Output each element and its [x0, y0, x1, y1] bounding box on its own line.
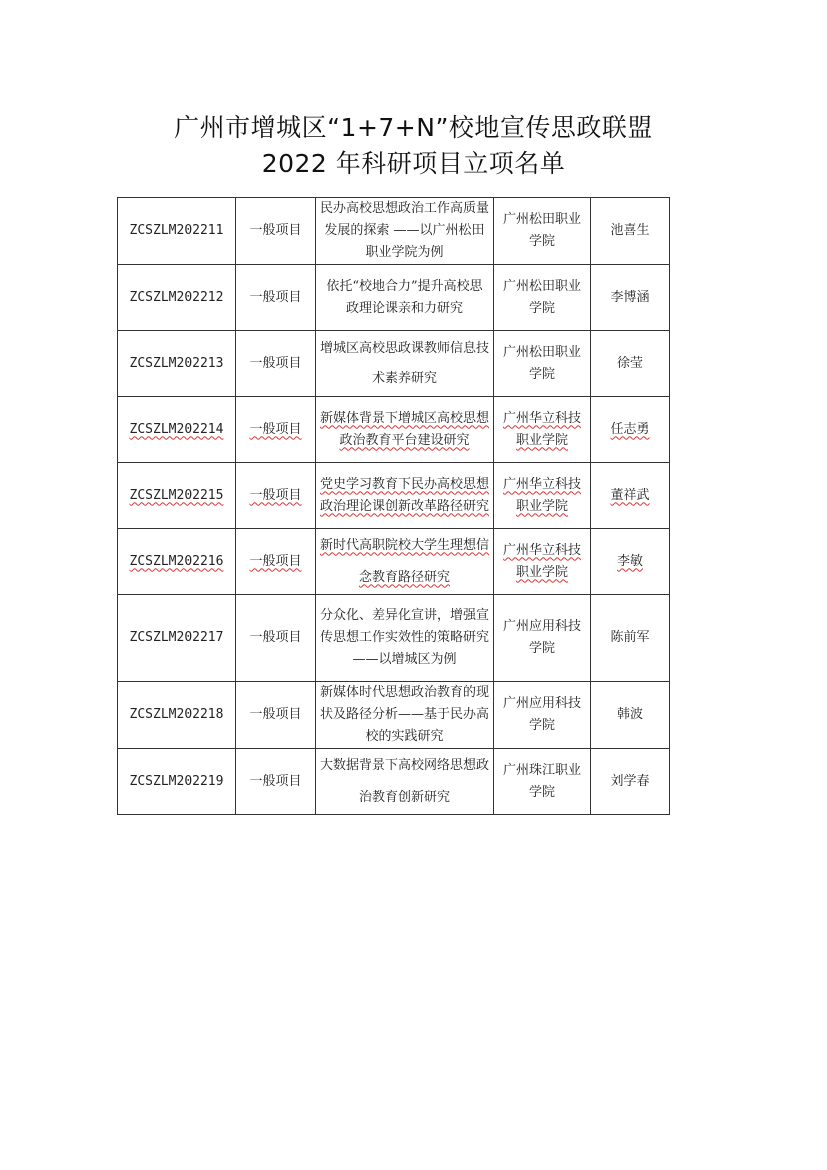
project-institution-cell: 广州松田职业学院 — [494, 331, 591, 397]
project-institution-cell: 广州华立科技职业学院 — [494, 397, 591, 463]
table-row — [118, 529, 670, 595]
project-topic-cell: 党史学习教育下民办高校思想政治理论课创新改革路径研究 — [316, 463, 494, 529]
project-institution-cell: 广州应用科技学院 — [494, 682, 591, 749]
project-code-cell: ZCSZLM202218 — [118, 682, 236, 749]
project-code-cell: ZCSZLM202213 — [118, 331, 236, 397]
project-type-cell: 一般项目 — [236, 595, 316, 682]
project-leader-cell: 刘学春 — [591, 749, 670, 815]
project-topic-cell: 新媒体背景下增城区高校思想政治教育平台建设研究 — [316, 397, 494, 463]
table-row — [118, 331, 670, 397]
project-topic-cell: 依托“校地合力”提升高校思政理论课亲和力研究 — [316, 265, 494, 331]
project-institution-cell: 广州华立科技职业学院 — [494, 463, 591, 529]
project-type-cell: 一般项目 — [236, 331, 316, 397]
table-row — [118, 682, 670, 749]
project-code-cell: ZCSZLM202212 — [118, 265, 236, 331]
project-type-cell: 一般项目 — [236, 682, 316, 749]
project-topic-cell: 新媒体时代思想政治教育的现状及路径分析——基于民办高校的实践研究 — [316, 682, 494, 749]
project-leader-cell: 徐莹 — [591, 331, 670, 397]
project-type-cell: 一般项目 — [236, 463, 316, 529]
project-topic-cell: 分众化、差异化宣讲，增强宣传思想工作实效性的策略研究——以增城区为例 — [316, 595, 494, 682]
project-code-cell: ZCSZLM202217 — [118, 595, 236, 682]
project-type-cell: 一般项目 — [236, 529, 316, 595]
project-type-cell: 一般项目 — [236, 749, 316, 815]
project-institution-cell: 广州松田职业学院 — [494, 198, 591, 265]
project-leader-cell: 任志勇 — [591, 397, 670, 463]
project-topic-cell: 新时代高职院校大学生理想信念教育路径研究 — [316, 529, 494, 595]
project-leader-cell: 李博涵 — [591, 265, 670, 331]
table-row — [118, 463, 670, 529]
table-row — [118, 397, 670, 463]
project-type-cell: 一般项目 — [236, 198, 316, 265]
table-row — [118, 595, 670, 682]
project-institution-cell: 广州应用科技学院 — [494, 595, 591, 682]
project-type-cell: 一般项目 — [236, 265, 316, 331]
project-type-cell: 一般项目 — [236, 397, 316, 463]
project-code-cell: ZCSZLM202215 — [118, 463, 236, 529]
project-code-cell: ZCSZLM202216 — [118, 529, 236, 595]
project-code-cell: ZCSZLM202211 — [118, 198, 236, 265]
project-topic-cell: 民办高校思想政治工作高质量发展的探索 ——以广州松田职业学院为例 — [316, 198, 494, 265]
project-topic-cell: 大数据背景下高校网络思想政治教育创新研究 — [316, 749, 494, 815]
document-title-line-2: 2022 年科研项目立项名单 — [261, 149, 566, 178]
project-leader-cell: 池喜生 — [591, 198, 670, 265]
table-row — [118, 265, 670, 331]
project-leader-cell: 韩波 — [591, 682, 670, 749]
project-institution-cell: 广州华立科技职业学院 — [494, 529, 591, 595]
table-row — [118, 749, 670, 815]
project-leader-cell: 李敏 — [591, 529, 670, 595]
project-leader-cell: 董祥武 — [591, 463, 670, 529]
project-institution-cell: 广州松田职业学院 — [494, 265, 591, 331]
document-title-line-1: 广州市增城区“1+7+N”校地宣传思政联盟 — [174, 113, 653, 142]
project-code-cell: ZCSZLM202214 — [118, 397, 236, 463]
table-row — [118, 198, 670, 265]
project-code-cell: ZCSZLM202219 — [118, 749, 236, 815]
project-institution-cell: 广州珠江职业学院 — [494, 749, 591, 815]
project-list-table — [117, 197, 670, 815]
project-leader-cell: 陈前军 — [591, 595, 670, 682]
project-topic-cell: 增城区高校思政课教师信息技术素养研究 — [316, 331, 494, 397]
